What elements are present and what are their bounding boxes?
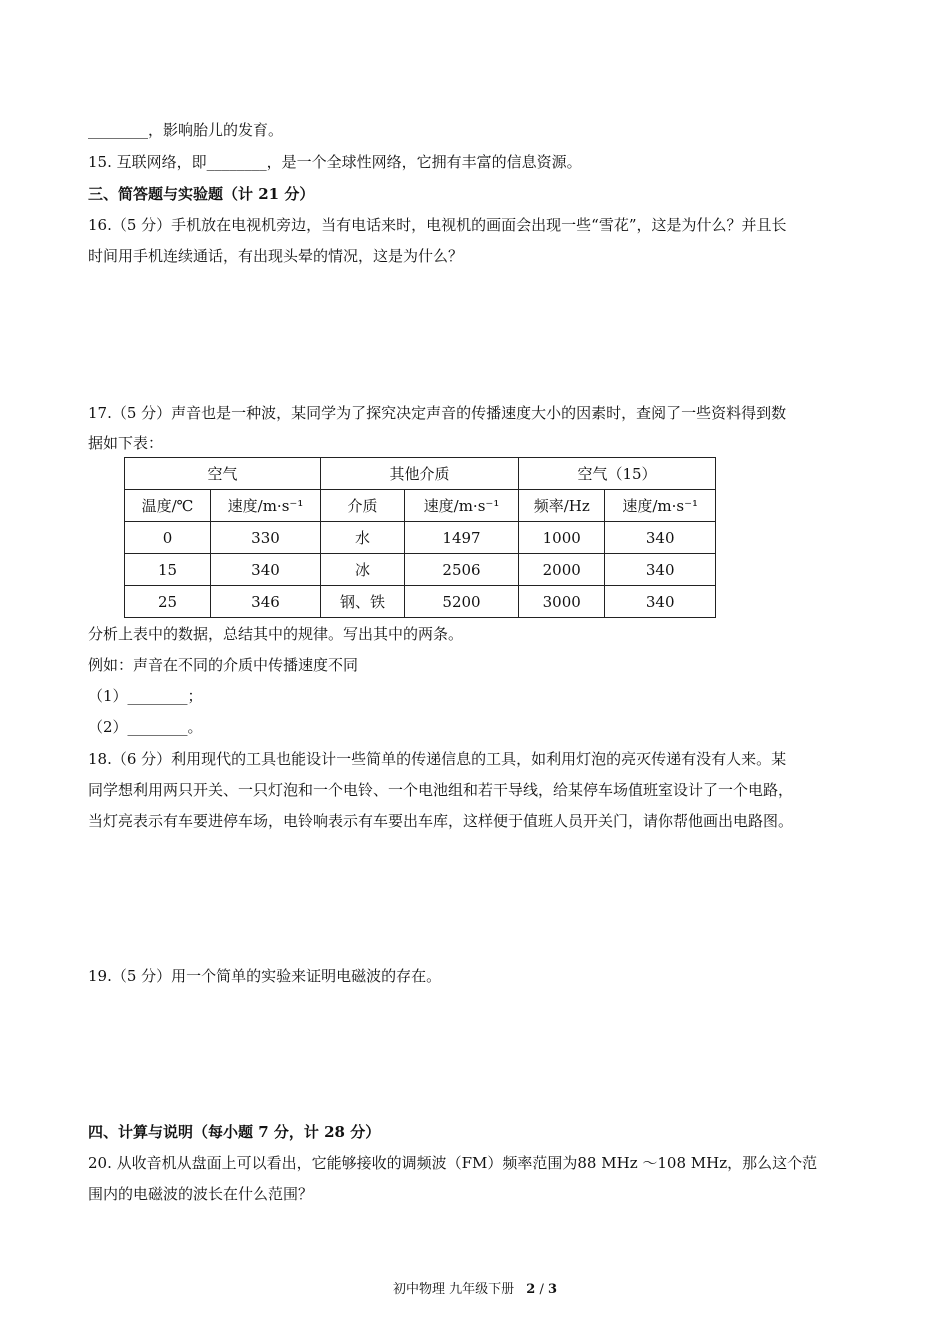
page-footer xyxy=(0,1278,950,1297)
q18-line1: 18.（6 分）利用现代的工具也能设计一些简单的传递信息的工具，如利用灯泡的亮灭传递有没有人来。某 xyxy=(88,750,787,768)
q17-line2: 据如下表： xyxy=(88,434,164,452)
q18-line2: 同学想利用两只开关、一只灯泡和一个电铃、一个电池组和若干导线，给某停车场值班室设计了一个电路， xyxy=(88,781,794,799)
table-cell: 钢、铁 xyxy=(321,586,405,618)
col-header: 速度/m·s⁻¹ xyxy=(211,490,321,522)
section3-title: 三、简答题与实验题（计 21 分） xyxy=(88,185,315,203)
table-cell: 水 xyxy=(321,522,405,554)
page-total: 3 xyxy=(547,1282,558,1297)
table-cell: 2506 xyxy=(405,554,519,586)
q17-answer-2: （2）________。 xyxy=(88,718,203,736)
group-other-media: 其他介质 xyxy=(321,458,519,490)
table-cell: 2000 xyxy=(519,554,605,586)
table-header-row xyxy=(125,490,716,522)
group-air: 空气 xyxy=(125,458,321,490)
col-header: 速度/m·s⁻¹ xyxy=(405,490,519,522)
table-row xyxy=(125,586,716,618)
q20-line1: 20. 从收音机从盘面上可以看出，它能够接收的调频波（FM）频率范围为88 MHz ～108 MHz，那么这个范 xyxy=(88,1154,818,1172)
col-header: 介质 xyxy=(321,490,405,522)
table-cell: 1000 xyxy=(519,522,605,554)
table-cell: 340 xyxy=(605,522,716,554)
q20-line2: 围内的电磁波的波长在什么范围？ xyxy=(88,1185,314,1203)
page-number: 2 xyxy=(526,1282,536,1297)
q17-example: 例如：声音在不同的介质中传播速度不同 xyxy=(88,656,359,674)
q17-answer-1: （1）________； xyxy=(88,687,203,705)
sound-speed-table xyxy=(124,457,716,618)
table-cell: 340 xyxy=(211,554,321,586)
col-header: 速度/m·s⁻¹ xyxy=(605,490,716,522)
table-cell: 冰 xyxy=(321,554,405,586)
q16-line1: 16.（5 分）手机放在电视机旁边，当有电话来时，电视机的画面会出现一些“雪花”，这是为什么？并且长 xyxy=(88,216,787,234)
q14-tail: ________，影响胎儿的发育。 xyxy=(88,121,284,139)
table-cell: 15 xyxy=(125,554,211,586)
table-cell: 330 xyxy=(211,522,321,554)
q18-line3: 当灯亮表示有车要进停车场，电铃响表示有车要出车库，这样便于值班人员开关门，请你帮他画出电路图。 xyxy=(88,812,794,830)
table-cell: 5200 xyxy=(405,586,519,618)
q19-text: 19.（5 分）用一个简单的实验来证明电磁波的存在。 xyxy=(88,967,442,985)
table-row xyxy=(125,554,716,586)
q17-line1: 17.（5 分）声音也是一种波，某同学为了探究决定声音的传播速度大小的因素时，查阅了一些资料得到数 xyxy=(88,404,787,422)
q17-analysis: 分析上表中的数据，总结其中的规律。写出其中的两条。 xyxy=(88,625,464,643)
table-cell: 340 xyxy=(605,586,716,618)
table-cell: 1497 xyxy=(405,522,519,554)
col-header: 温度/℃ xyxy=(125,490,211,522)
table-row xyxy=(125,522,716,554)
table-cell: 340 xyxy=(605,554,716,586)
q15-text: 15. 互联网络，即________，是一个全球性网络，它拥有丰富的信息资源。 xyxy=(88,153,582,171)
table-cell: 25 xyxy=(125,586,211,618)
table-cell: 3000 xyxy=(519,586,605,618)
group-air-15: 空气（15） xyxy=(519,458,716,490)
col-header: 频率/Hz xyxy=(519,490,605,522)
page-separator: / xyxy=(535,1282,548,1297)
section4-title: 四、计算与说明（每小题 7 分，计 28 分） xyxy=(88,1123,381,1141)
table-group-row xyxy=(125,458,716,490)
footer-label: 初中物理 九年级下册 xyxy=(392,1282,515,1297)
table-cell: 346 xyxy=(211,586,321,618)
table-cell: 0 xyxy=(125,522,211,554)
q16-line2: 时间用手机连续通话，有出现头晕的情况，这是为什么？ xyxy=(88,247,464,265)
